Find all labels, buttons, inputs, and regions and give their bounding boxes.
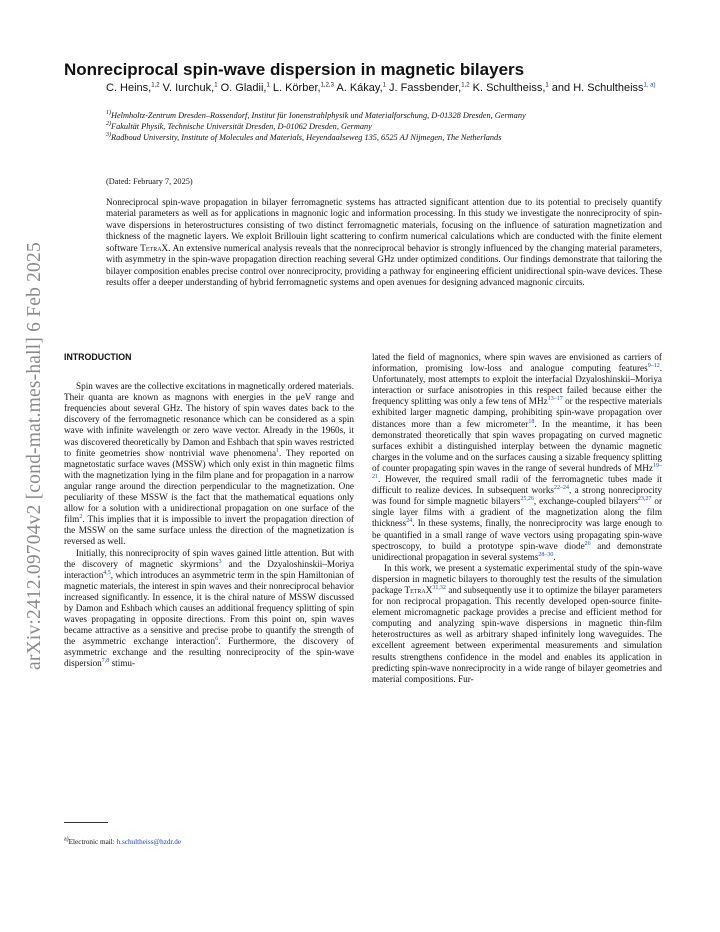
text: and the Dzyaloshinskii–Moriya interaction (64, 558, 354, 580)
citation-link[interactable]: 6 (215, 636, 219, 643)
text: or single layer films with a gradient of the magnetization along the film thickness (372, 496, 663, 529)
text: . (553, 551, 556, 562)
paragraph (64, 548, 354, 670)
arxiv-identifier-stamp: arXiv:2412.09704v2 [cond-mat.mes-hall] 6 Feb 2025 (24, 242, 45, 670)
citation-link[interactable]: 3 (218, 558, 222, 565)
text: . In the meantime, it has been demonstrated theoretically that spin waves propagating on curved magnetic surfaces exhibit a distinguished interplay between the dynamic magnetic charges in the volume and on the surfaces causing a sizable frequency splitting of counter propagating spin waves in the range of several hundreds of MHz (372, 418, 662, 473)
text: and subsequently use it to optimize the bilayer parameters for non reciprocal propagation. This recently developed open-source finite-element micromagnetic package provides a precise and efficient method for computing and analyzing spin-wave dispersions in magnetic thin-film heterostructures as well as arbitrary shaped infinitely long waveguides. The excellent agreement between experimental measurements and simulation results strengthens confidence in the model and enables its application in predicting spin-wave nonreciprocity in a wide range of bilayer geometries and material compositions. Fur- (372, 584, 662, 684)
affiliation-text: Helmholtz-Zentrum Dresden–Rossendorf, Institut für Ionenstrahlphysik und Materialforschung, D-01328 Dresden, Germany (111, 111, 526, 120)
author-affiliation-mark: 1,2,3 (320, 82, 334, 89)
text: , a strong nonreciprocity was found for simple magnetic bilayers (372, 485, 662, 507)
footnote-mark: a) (64, 836, 69, 843)
date-line: (Dated: February 7, 2025) (106, 177, 193, 186)
text: and demonstrate unidirectional propagation in several systems (372, 540, 662, 562)
abstract (106, 197, 662, 289)
paragraph (64, 381, 354, 547)
author-name: and H. Schultheiss (548, 82, 644, 94)
text: , exchange-coupled bilayers (533, 496, 638, 507)
author-affiliation-mark: 1 (382, 82, 386, 89)
citation-link[interactable]: 28–30 (538, 551, 554, 558)
section-heading: INTRODUCTION (64, 352, 132, 362)
author-name: O. Gladii, (217, 82, 267, 94)
citation-link[interactable]: 9–12 (647, 363, 660, 370)
author-name: A. Kákay, (333, 82, 383, 94)
paragraph (372, 563, 662, 685)
author-affiliation-mark: 1 (545, 82, 549, 89)
software-name: TetraX (404, 584, 433, 595)
author-list (106, 82, 666, 95)
affiliation-text: Radboud University, Institute of Molecules and Materials, Heyendaalseweg 135, 6525 AJ Nijmegen, The Netherlands (111, 133, 502, 142)
author-name: K. Schultheiss, (469, 82, 546, 94)
text: stimu- (109, 658, 136, 669)
citation-link[interactable]: 2 (79, 514, 83, 521)
text: . In these systems, finally, the nonreciprocity was large enough to be quantified in a small range of wave vectors using propagating spin-wave spectroscopy, to build a prototype spin-wave diode (372, 518, 662, 551)
citation-link[interactable]: 23,27 (637, 496, 652, 503)
text: Spin waves are the collective excitations in magnetically ordered materials. Their quanta are known as magnons with energies in the μeV range and frequencies about several GHz. The history of spin waves dates back to the discovery of the ferromagnetic resonance which can be considered as a spin wave with infinite wavelength or zero wave vector. Already in the 1960s, it was discovered theoretically by Damon and Eshbach that spin waves restricted to finite geometries show nontrivial wave phenomena (64, 381, 354, 458)
email-link[interactable]: h.schultheiss@hzdr.de (116, 838, 182, 846)
citation-link[interactable]: 7,8 (101, 658, 110, 665)
citation-link[interactable]: 31,32 (432, 584, 446, 591)
affiliation-2 (106, 121, 666, 132)
citation-link[interactable]: 22–24 (554, 485, 569, 492)
text: Initially, this nonreciprocity of spin waves gained little attention. But with the discovery of magnetic skyrmions (64, 547, 354, 569)
author-affiliation-mark: 1,2 (151, 82, 160, 89)
affiliation-mark: 3) (106, 132, 111, 139)
author-affiliation-mark: 1,2 (461, 82, 470, 89)
author-affiliation-mark: 1 (214, 82, 218, 89)
corresponding-author-mark[interactable]: 1, a) (643, 82, 656, 89)
author-name: C. Heins, (106, 82, 152, 94)
text: , which introduces an asymmetric term in the spin Hamiltonian of magnetic materials, the interest in spin waves and their nonreciprocal behavior increased significantly. In essence, it is the chiral nature of MSSW discussed by Damon and Eshbach which causes an additional frequency splitting of spin waves propagating in opposite directions. From this point on, spin waves became attractive as a sensitive and precise probe to quantify the strength of the asymmetric exchange interaction (64, 569, 354, 647)
affiliation-text: Fakultät Physik, Technische Universität Dresden, D-01062 Dresden, Germany (111, 122, 372, 131)
text: In this work, we present a systematic experimental study of the spin-wave dispersion in magnetic bilayers to thoroughly test the results of the simulation package (372, 562, 662, 595)
abstract-text: Nonreciprocal spin-wave propagation in bilayer ferromagnetic systems has attracted significant attention due to its potential to precisely quantify material parameters as well as for applications in magnonic logic and information processing. In this study we investigate the nonreciprocity of spin-wave dispersions in heterostructures consisting of two distinct ferromagnetic materials, focusing on the influence of saturation magnetization and thickness of the magnetic layers. We exploit Brillouin light scattering to confirm numerical calculations which are conducted with the finite element software (106, 197, 662, 253)
software-name: TetraX (140, 242, 169, 253)
citation-link[interactable]: 13–17 (547, 396, 563, 403)
affiliation-1 (106, 110, 666, 121)
right-column (372, 352, 662, 685)
author-name: J. Fassbender, (386, 82, 462, 94)
text: or the respective materials exhibited larger magnetic damping, prohibiting spin-wave propagation over distances more than a few micrometer (372, 396, 662, 429)
citation-link[interactable]: 24 (406, 518, 413, 525)
footnote-label: Electronic mail: (68, 838, 117, 846)
paper-title: Nonreciprocal spin-wave dispersion in magnetic bilayers (64, 60, 525, 79)
text: . They reported on magnetostatic surface waves (MSSW) which only exist in thin magnetic films with the magnetization lying in the film plane and for propagation in a narrow angular range around the direction perpendicular to the magnetization. One peculiarity of these MSSW is the fact that the mathematical equations only allow for a solution with a unidirectional propagation on one surface of the film (64, 447, 354, 525)
paragraph (372, 352, 662, 563)
text: lated the field of magnonics, where spin waves are envisioned as carriers of information, promising low-loss and analogue computing features (372, 352, 662, 374)
footnote (64, 838, 181, 846)
author-name: L. Körber, (269, 82, 321, 94)
citation-link[interactable]: 18 (528, 418, 535, 425)
footnote-divider (64, 822, 108, 823)
citation-link[interactable]: 4,5 (103, 569, 111, 576)
text: . Furthermore, the discovery of asymmetric exchange and the resulting nonreciprocity of the spin-wave dispersion (64, 636, 354, 669)
citation-link[interactable]: 25,26 (520, 496, 534, 503)
author-affiliation-mark: 1 (266, 82, 270, 89)
text: . Unfortunately, most attempts to exploit the interfacial Dzyaloshinskii–Moriya interaction or surface anisotropies in this respect failed because either the frequency splitting was only a few tens of MHz (372, 363, 662, 407)
abstract-text: . An extensive numerical analysis reveals that the nonreciprocal behavior is strongly influenced by the changing material parameters, with asymmetry in the spin-wave propagation direction reaching several GHz under optimized conditions. Our findings demonstrate that tailoring the bilayer composition enables precise control over nonreciprocity, providing a pathway for engineering efficient unidirectional spin-wave devices. These results offer a deeper understanding of hybrid ferromagnetic systems and open avenues for designing advanced magnonic circuits. (106, 242, 662, 288)
text: . This implies that it is impossible to invert the propagation direction of the MSSW on the same surface unless the direction of the magnetization is reversed as well. (64, 514, 354, 547)
citation-link[interactable]: 26 (584, 540, 591, 547)
citation-link[interactable]: 19–21 (372, 462, 662, 480)
text: . However, the required small radii of the ferromagnetic tubes made it difficult to realize devices. In subsequent works (372, 474, 662, 496)
author-name: V. Iurchuk, (159, 82, 215, 94)
affiliation-list (106, 110, 666, 143)
left-column (64, 352, 354, 670)
affiliation-mark: 2) (106, 121, 111, 128)
citation-link[interactable]: 1 (276, 447, 280, 454)
affiliation-mark: 1) (106, 110, 111, 117)
affiliation-3 (106, 132, 666, 143)
